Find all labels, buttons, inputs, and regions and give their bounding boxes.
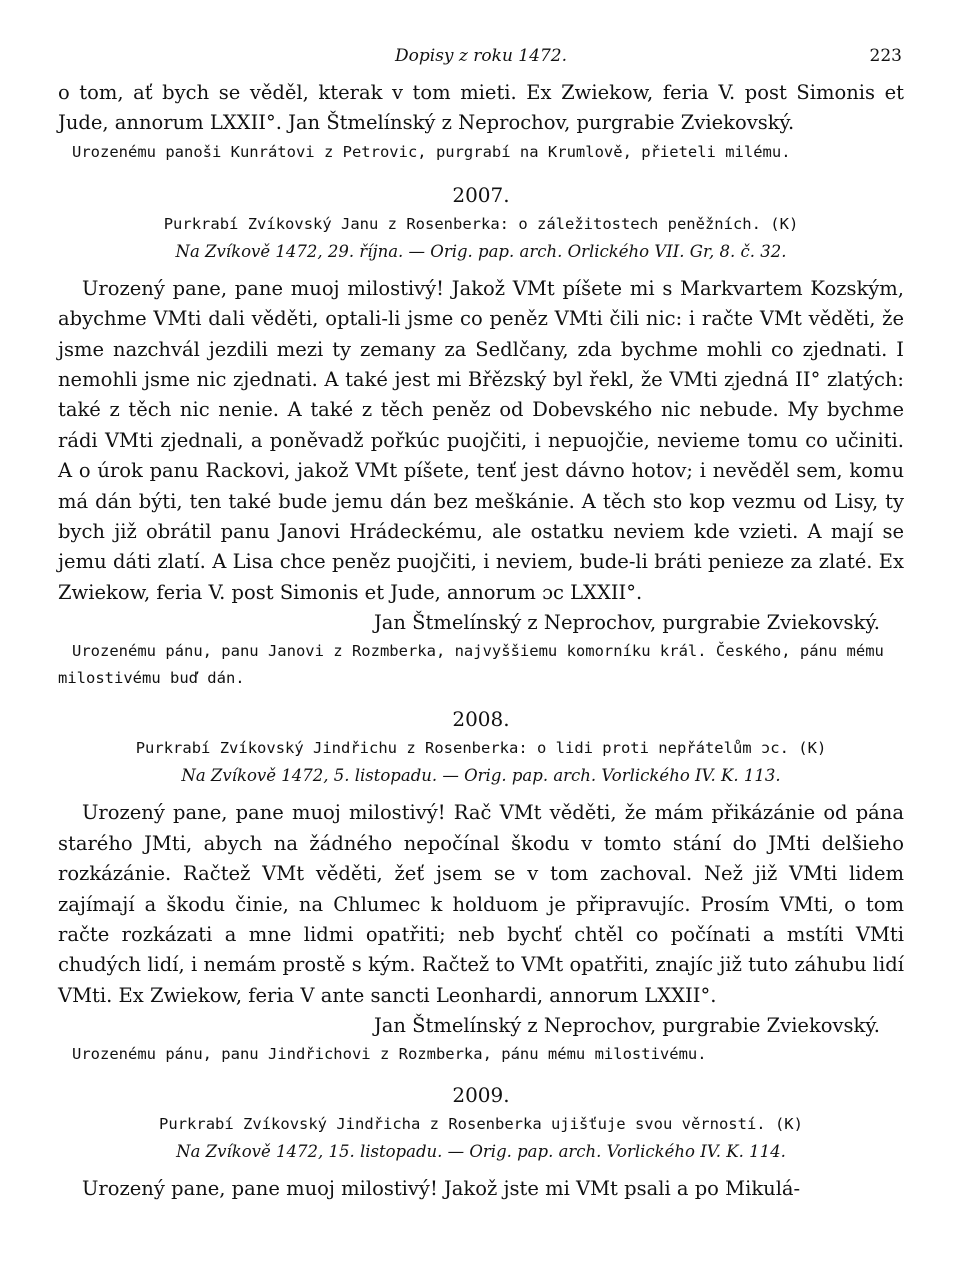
letter-body: Urozený pane, pane muoj milostivý! Jakož jste mi VMt psali a po Mikulá- xyxy=(82,1177,801,1201)
letter-body: Urozený pane, pane muoj milostivý! Rač VMt věděti, že mám přikázánie od pána starého JMti, abych na žádného nepočínal škodu v tomto stání do JMti delšieho rozkázánie. Račtež VMt věděti, žeť jsem se v tom zachoval. Než již VMti lidem zajímají a škodu činie, na Chlumec k holduom je připravujíc. Prosím VMti, o tom račte rozkázati a mne lidmi opatřiti; neb bychť chtěl co počínati a mstíti VMti chudých lidí, i nemám prostě s kým. Račtež to VMt opatřiti, znajíc již tuto záhubu lidí VMti. Ex Zwiekow, feria V ante sancti Leonhardi, annorum LXXII°. xyxy=(58,801,904,1007)
letter-number: 2007. xyxy=(452,182,510,207)
letter-address: Urozenému pánu, panu Jindřichovi z Rozmberka, pánu mému milostivému. xyxy=(72,1045,707,1064)
continuation-text: o tom, ať bych se věděl, kterak v tom mieti. Ex Zwiekow, feria V. post Simonis et Jude, annorum LXXII°. Jan Štmelínský z Neprochov, purgrabie Zviekovský. xyxy=(58,81,904,135)
continuation-address: Urozenému panoši Kunrátovi z Petrovic, purgrabí na Krumlově, přieteli milému. xyxy=(72,142,791,161)
page-number: 223 xyxy=(869,46,902,66)
letter-signature: Jan Štmelínský z Neprochov, purgrabie Zviekovský. xyxy=(373,611,880,635)
letter-number: 2009. xyxy=(452,1083,510,1108)
running-title: Dopisy z roku 1472. xyxy=(395,46,567,66)
letter-body: Urozený pane, pane muoj milostivý! Jakož VMt píšete mi s Markvartem Kozským, abychme VMti dali věděti, optali-li jsme co peněz VMti čili nic: i račte VMt věděti, že jsme nazchvál jezdili mezi ty zemany za Sedlčany, zda bychme mohli co zjednati. I nemohli jsme nic zjednati. A také jest mi Břězský byl řekl, že VMti zjedná II° zlatých: také z těch nic nenie. A také z těch peněz od Dobevského nic nebude. My bychme rádi VMti zjednali, a poněvadž pořkúc puojčiti, i nepuojčie, nevieme tomu co učiniti. A o úrok panu Rackovi, jakož VMt píšete, tenť jest dávno hotov; i nevěděl sem, komu má dán býti, ten také bude jemu dán bez meškánie. A těch sto kop vezmu od Lisy, ty bych již obrátil panu Janovi Hrádeckému, ale ostatku neviem kde vzieti. A mají se jemu dáti zlatí. A Lisa chce peněz puojčiti, i neviem, bude-li bráti penieze za zlaté. Ex Zwiekow, feria V. post Simonis et Jude, annorum ɔc LXXII°. xyxy=(58,276,904,604)
letter-number: 2008. xyxy=(452,707,510,732)
letter-summary: Purkrabí Zvíkovský Janu z Rosenberka: o záležitostech peněžních. (K) xyxy=(163,214,799,233)
letter-source: Na Zvíkově 1472, 5. listopadu. — Orig. pap. arch. Vorlického IV. K. 113. xyxy=(181,766,781,786)
running-head xyxy=(58,40,904,70)
letter-source: Na Zvíkově 1472, 29. října. — Orig. pap. arch. Orlického VII. Gr, 8. č. 32. xyxy=(175,241,787,261)
book-page xyxy=(58,40,904,1205)
letter-summary: Purkrabí Zvíkovský Jindřicha z Rosenberka ujišťuje svou věrností. (K) xyxy=(159,1115,803,1134)
letter-summary: Purkrabí Zvíkovský Jindřichu z Rosenberka: o lidi proti nepřátelům ɔc. (K) xyxy=(135,739,827,758)
letter-signature: Jan Štmelínský z Neprochov, purgrabie Zviekovský. xyxy=(373,1014,880,1038)
letter-address: Urozenému pánu, panu Janovi z Rozmberka, najvyššiemu komorníku král. Českého, pánu mému milostivému buď dán. xyxy=(58,642,884,688)
letter-source: Na Zvíkově 1472, 15. listopadu. — Orig. pap. arch. Vorlického IV. K. 114. xyxy=(176,1142,786,1162)
